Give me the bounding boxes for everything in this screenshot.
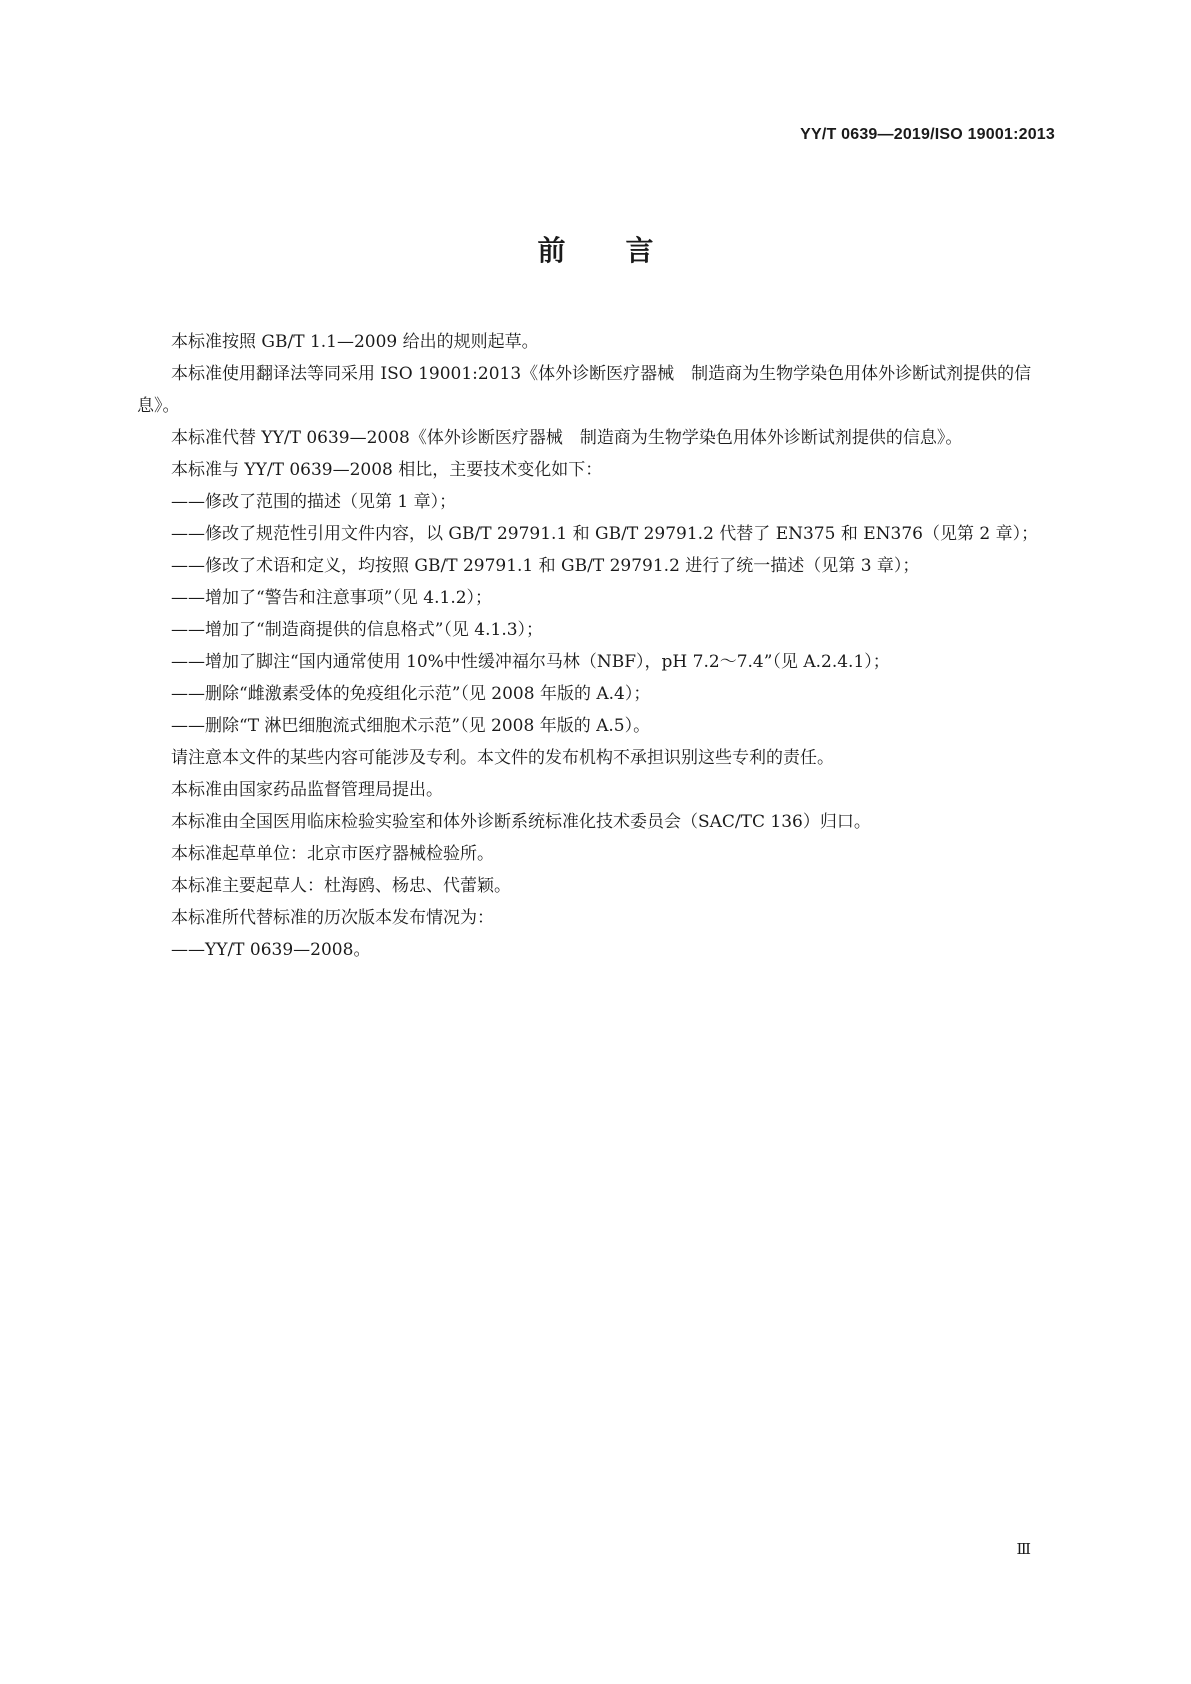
change-item-text: ——增加了“警告和注意事项”（见 4.1.2）； bbox=[171, 588, 493, 608]
paragraph-proposed-by: 本标准由国家药品监督管理局提出。 bbox=[171, 780, 443, 800]
change-item bbox=[137, 486, 1055, 518]
paragraph-drafters: 本标准主要起草人：杜海鸥、杨忠、代蕾颖。 bbox=[171, 876, 511, 896]
change-item-text: ——删除“T 淋巴细胞流式细胞术示范”（见 2008 年版的 A.5）。 bbox=[171, 716, 651, 736]
change-item bbox=[137, 710, 1055, 742]
foreword-body bbox=[137, 326, 1055, 966]
paragraph-technical-committee: 本标准由全国医用临床检验实验室和体外诊断系统标准化技术委员会（SAC/TC 136）归口。 bbox=[171, 812, 871, 832]
change-item-text: ——删除“雌激素受体的免疫组化示范”（见 2008 年版的 A.4）； bbox=[171, 684, 651, 704]
paragraph-adoption: 本标准使用翻译法等同采用 ISO 19001:2013《体外诊断医疗器械 制造商为生物学染色用体外诊断试剂提供的信息》。 bbox=[137, 364, 1032, 416]
paragraph-patent-notice: 请注意本文件的某些内容可能涉及专利。本文件的发布机构不承担识别这些专利的责任。 bbox=[171, 748, 834, 768]
paragraph-replaces: 本标准代替 YY/T 0639—2008《体外诊断医疗器械 制造商为生物学染色用体外诊断试剂提供的信息》。 bbox=[171, 428, 963, 448]
paragraph-drafting-unit: 本标准起草单位：北京市医疗器械检验所。 bbox=[171, 844, 494, 864]
change-item bbox=[137, 518, 1055, 550]
change-item-text: ——增加了“制造商提供的信息格式”（见 4.1.3）； bbox=[171, 620, 544, 640]
change-item-text: ——修改了术语和定义，均按照 GB/T 29791.1 和 GB/T 29791.2 进行了统一描述（见第 3 章）； bbox=[171, 556, 920, 576]
paragraph-changes-intro: 本标准与 YY/T 0639—2008 相比，主要技术变化如下： bbox=[171, 460, 603, 480]
paragraph-drafting-rules: 本标准按照 GB/T 1.1—2009 给出的规则起草。 bbox=[171, 332, 539, 352]
page-title: 前言 bbox=[537, 234, 714, 267]
change-item bbox=[137, 582, 1055, 614]
change-item bbox=[137, 646, 1055, 678]
paragraph-version-history: 本标准所代替标准的历次版本发布情况为： bbox=[171, 908, 494, 928]
change-item bbox=[137, 550, 1055, 582]
change-item bbox=[137, 614, 1055, 646]
previous-version-text: ——YY/T 0639—2008。 bbox=[171, 940, 371, 960]
page-number: Ⅲ bbox=[1016, 1540, 1031, 1558]
standard-code: YY/T 0639—2019/ISO 19001:2013 bbox=[800, 126, 1055, 143]
change-item-text: ——修改了规范性引用文件内容，以 GB/T 29791.1 和 GB/T 29791.2 代替了 EN375 和 EN376（见第 2 章）； bbox=[171, 524, 1039, 544]
previous-version-item bbox=[137, 934, 1055, 966]
change-item bbox=[137, 678, 1055, 710]
change-item-text: ——修改了范围的描述（见第 1 章）； bbox=[171, 492, 457, 512]
change-item-text: ——增加了脚注“国内通常使用 10%中性缓冲福尔马林（NBF），pH 7.2～7.4”（见 A.2.4.1）； bbox=[171, 652, 890, 672]
